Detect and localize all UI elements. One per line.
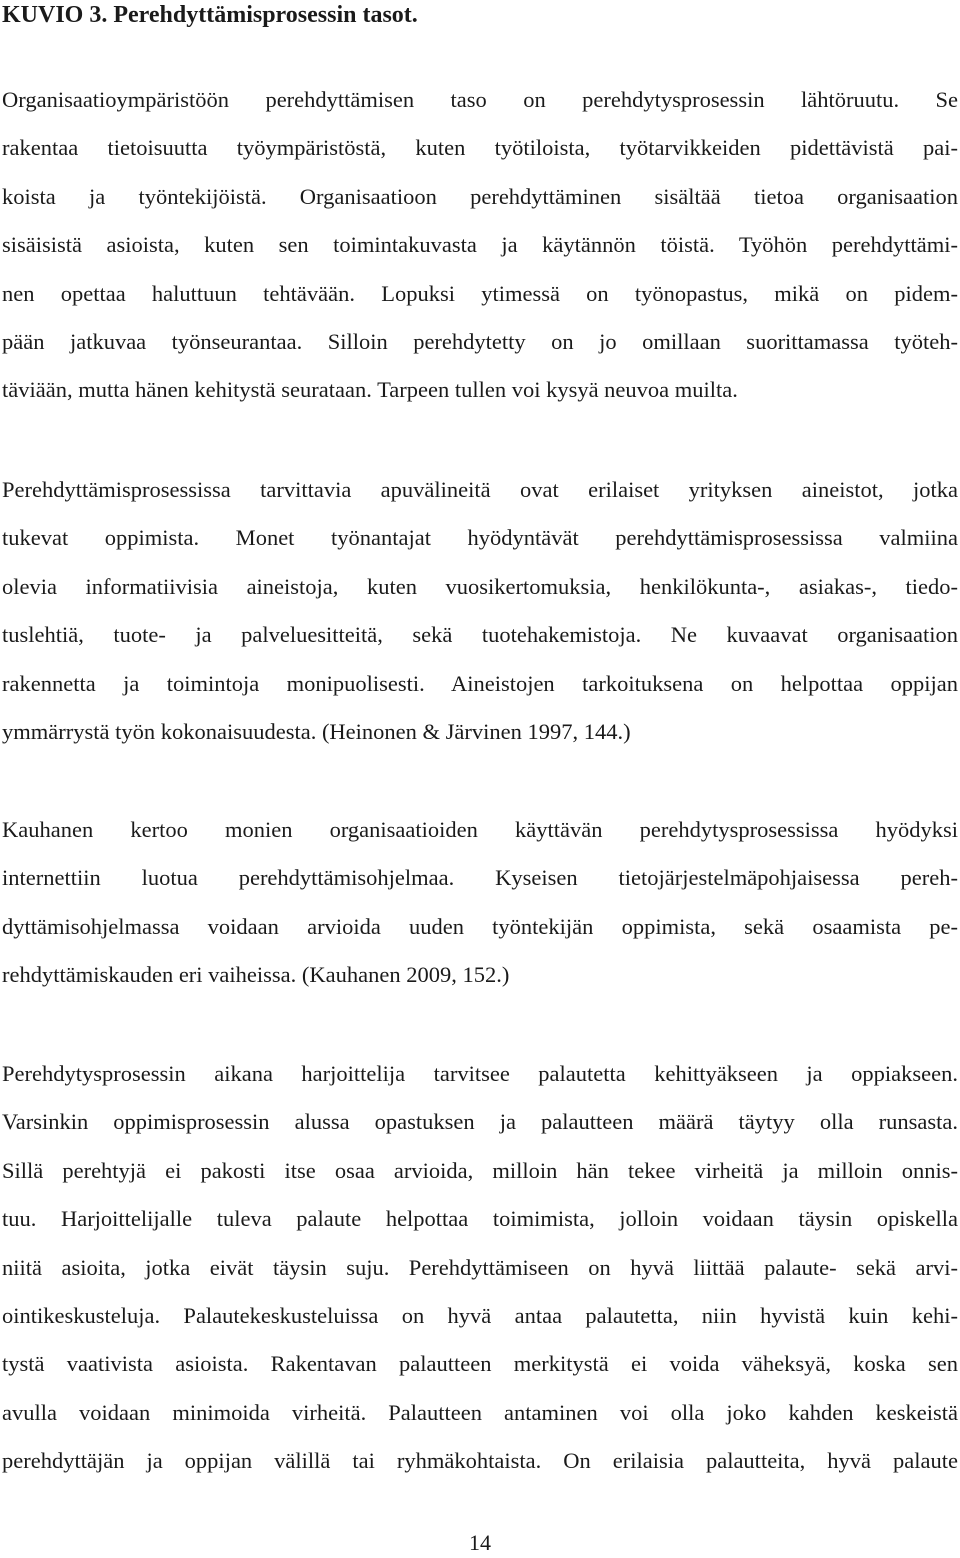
text-line: tukevat oppimista. Monet työnantajat hyödyntävät perehdyttämisprosessissa valmiina xyxy=(2,525,958,551)
text-line: Perehdyttämisprosessissa tarvittavia apuvälineitä ovat erilaiset yrityksen aineistot, jotka xyxy=(2,477,958,502)
text-line: sisäisistä asioista, kuten sen toimintakuvasta ja käytännön töistä. Työhön perehdyttämi- xyxy=(2,232,958,258)
text-line: Perehdytysprosessin aikana harjoittelija tarvitsee palautetta kehittyäkseen ja oppiakseen. xyxy=(2,1061,958,1086)
text-line: internettiin luotua perehdyttämisohjelmaa. Kyseisen tietojärjestelmäpohjaisessa pereh- xyxy=(2,865,958,891)
text-line: koista ja työntekijöistä. Organisaatioon perehdyttäminen sisältää tietoa organisaation xyxy=(2,183,958,209)
text-line: avulla voidaan minimoida virheitä. Palautteen antaminen voi olla joko kahden keskeistä xyxy=(2,1399,958,1425)
paragraph-1 xyxy=(0,76,960,415)
paragraph-3 xyxy=(0,806,960,1000)
text-line: tystä vaativista asioista. Rakentavan palautteen merkitystä ei voida väheksyä, koska sen xyxy=(2,1351,958,1377)
text-line: tuslehtiä, tuote- ja palveluesitteitä, sekä tuotehakemistoja. Ne kuvaavat organisaation xyxy=(2,622,958,648)
text-line: rehdyttämiskauden eri vaiheissa. (Kauhanen 2009, 152.) xyxy=(2,962,510,988)
text-line: ymmärrystä työn kokonaisuudesta. (Heinonen & Järvinen 1997, 144.) xyxy=(2,718,631,744)
figure-caption: KUVIO 3. Perehdyttämisprosessin tasot. xyxy=(2,2,418,28)
text-line: ointikeskusteluja. Palautekeskusteluissa on hyvä antaa palautetta, niin hyvistä kuin kehi- xyxy=(2,1302,958,1328)
paragraph-2 xyxy=(0,466,960,756)
text-line: niitä asioita, jotka eivät täysin suju. Perehdyttämiseen on hyvä liittää palaute- sekä arvi- xyxy=(2,1254,958,1280)
text-line: pään jatkuvaa työnseurantaa. Silloin perehdytetty on jo omillaan suorittamassa työteh- xyxy=(2,328,958,354)
page-number: 14 xyxy=(469,1530,491,1555)
text-line: Sillä perehtyjä ei pakosti itse osaa arvioida, milloin hän tekee virheitä ja milloin onnis- xyxy=(2,1157,958,1183)
text-line: nen opettaa haluttuun tehtävään. Lopuksi ytimessä on työnopastus, mikä on pidem- xyxy=(2,280,958,306)
text-line: rakennetta ja toimintoja monipuolisesti. Aineistojen tarkoituksena on helpottaa oppijan xyxy=(2,670,958,696)
text-line: olevia informatiivisia aineistoja, kuten vuosikertomuksia, henkilökunta-, asiakas-, tiedo- xyxy=(2,573,958,599)
text-line: Kauhanen kertoo monien organisaatioiden käyttävän perehdytysprosessissa hyödyksi xyxy=(2,817,958,842)
text-line: Organisaatioympäristöön perehdyttämisen taso on perehdytysprosessin lähtöruutu. Se xyxy=(2,87,958,112)
paragraph-4 xyxy=(0,1050,960,1486)
text-line: Varsinkin oppimisprosessin alussa opastuksen ja palautteen määrä täytyy olla runsasta. xyxy=(2,1109,958,1135)
text-line: tuu. Harjoittelijalle tuleva palaute helpottaa toimimista, jolloin voidaan täysin opiskella xyxy=(2,1206,958,1232)
text-line: rakentaa tietoisuutta työympäristöstä, kuten työtiloista, työtarvikkeiden pidettävistä pai- xyxy=(2,135,958,161)
text-line: täviään, mutta hänen kehitystä seurataan. Tarpeen tullen voi kysyä neuvoa muilta. xyxy=(2,377,738,403)
text-line: perehdyttäjän ja oppijan välillä tai ryhmäkohtaista. On erilaisia palautteita, hyvä palaute xyxy=(2,1448,958,1474)
text-line: dyttämisohjelmassa voidaan arvioida uuden työntekijän oppimista, sekä osaamista pe- xyxy=(2,913,958,939)
